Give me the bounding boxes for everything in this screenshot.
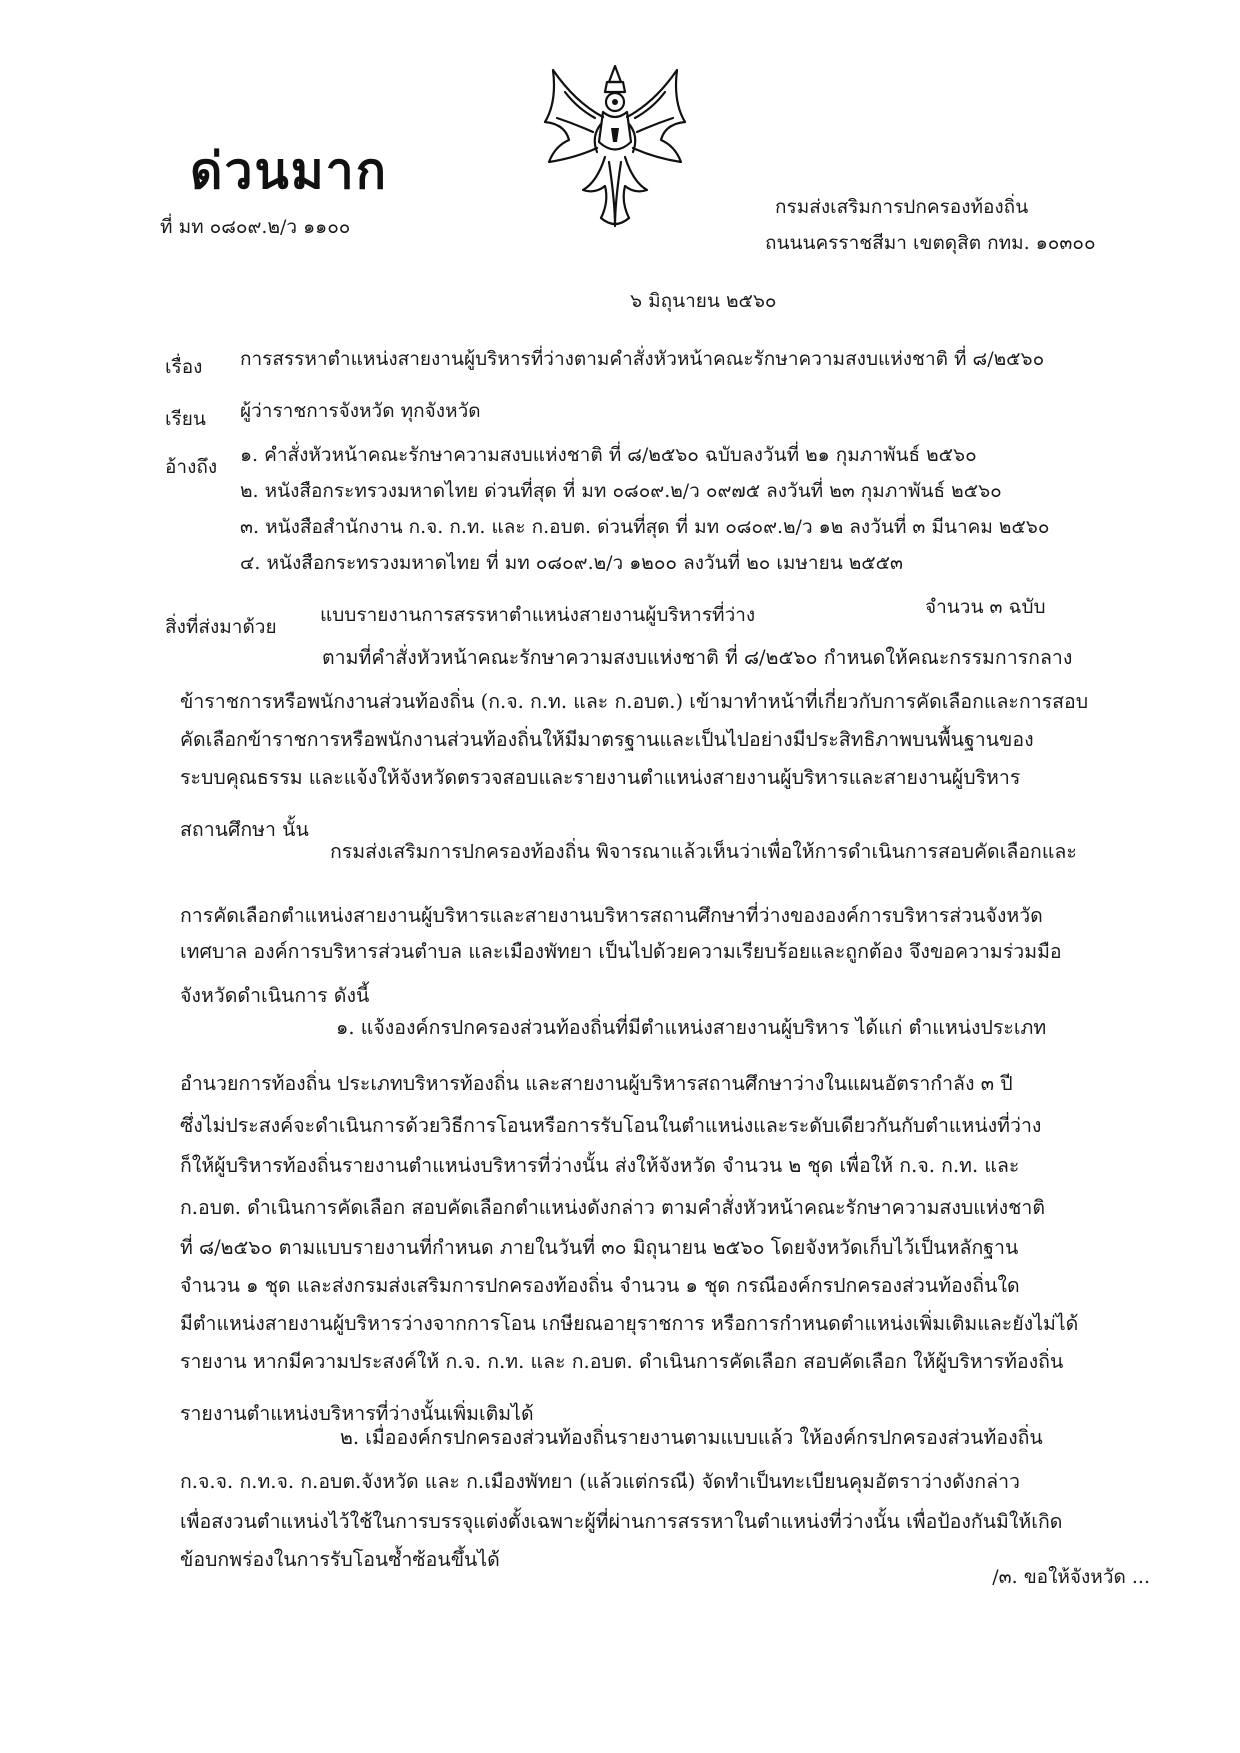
references-label: อ้างถึง [165,456,218,478]
body-line: ก.จ.จ. ก.ท.จ. ก.อบต.จังหวัด และ ก.เมืองพัทยา (แล้วแต่กรณี) จัดทำเป็นทะเบียนคุมอัตราว่างดังกล่าว [180,1470,1020,1493]
body-line: รายงานตำแหน่งบริหารที่ว่างนั้นเพิ่มเติมได้ [180,1402,534,1425]
body-line: ข้อบกพร่องในการรับโอนซ้ำซ้อนขึ้นได้ [180,1548,500,1571]
recipient-text: ผู้ว่าราชการจังหวัด ทุกจังหวัด [240,400,481,422]
sender-agency: กรมส่งเสริมการปกครองท้องถิ่น [775,196,1029,218]
body-line: ที่ ๘/๒๕๖๐ ตามแบบรายงานที่กำหนด ภายในวันที่ ๓๐ มิถุนายน ๒๕๖๐ โดยจังหวัดเก็บไว้เป็นหลักฐาน [180,1236,1019,1259]
subject-text: การสรรหาตำแหน่งสายงานผู้บริหารที่ว่างตามคำสั่งหัวหน้าคณะรักษาความสงบแห่งชาติ ที่ ๘/๒๕๖๐ [240,348,1045,370]
enclosure-label: สิ่งที่ส่งมาด้วย [165,616,277,638]
subject-label: เรื่อง [165,356,203,378]
body-line: สถานศึกษา นั้น [180,818,309,841]
body-line: มีตำแหน่งสายงานผู้บริหารว่างจากการโอน เกษียณอายุราชการ หรือการกำหนดตำแหน่งเพิ่มเติมและยังไม่ได้ [180,1312,1079,1335]
body-line: ระบบคุณธรรม และแจ้งให้จังหวัดตรวจสอบและรายงานตำแหน่งสายงานผู้บริหารและสายงานผู้บริหาร [180,766,1021,789]
enclosure-quantity: จำนวน ๓ ฉบับ [925,596,1046,618]
reference-item: ๒. หนังสือกระทรวงมหาดไทย ด่วนที่สุด ที่ มท ๐๘๐๙.๒/ว ๐๙๗๕ ลงวันที่ ๒๓ กุมภาพันธ์ ๒๕๖๐ [240,480,1002,502]
continuation-marker: /๓. ขอให้จังหวัด ... [992,1566,1150,1588]
reference-item: ๔. หนังสือกระทรวงมหาดไทย ที่ มท ๐๘๐๙.๒/ว ๑๒๐๐ ลงวันที่ ๒๐ เมษายน ๒๕๕๓ [240,552,904,574]
body-line: การคัดเลือกตำแหน่งสายงานผู้บริหารและสายงานบริหารสถานศึกษาที่ว่างขององค์การบริหารส่วนจังหวัด [180,904,1043,927]
body-line: ซึ่งไม่ประสงค์จะดำเนินการด้วยวิธีการโอนหรือการรับโอนในตำแหน่งและระดับเดียวกันกับตำแหน่งที่ว่าง [180,1114,1042,1137]
body-line: อำนวยการท้องถิ่น ประเภทบริหารท้องถิ่น และสายงานผู้บริหารสถานศึกษาว่างในแผนอัตรากำลัง ๓ ปี [180,1072,1013,1095]
document-date: ๖ มิถุนายน ๒๕๖๐ [630,290,777,312]
garuda-emblem-icon [535,62,695,232]
body-line: ก็ให้ผู้บริหารท้องถิ่นรายงานตำแหน่งบริหารที่ว่างนั้น ส่งให้จังหวัด จำนวน ๒ ชุด เพื่อให้ ก.จ. ก.ท. และ [180,1154,1020,1177]
body-line: ตามที่คำสั่งหัวหน้าคณะรักษาความสงบแห่งชาติ ที่ ๘/๒๕๖๐ กำหนดให้คณะกรรมการกลาง [322,646,1073,669]
body-line: จำนวน ๑ ชุด และส่งกรมส่งเสริมการปกครองท้องถิ่น จำนวน ๑ ชุด กรณีองค์กรปกครองส่วนท้องถิ่นใด [180,1274,1020,1297]
urgency-stamp: ด่วนมาก [190,142,389,200]
reference-item: ๓. หนังสือสำนักงาน ก.จ. ก.ท. และ ก.อบต. ด่วนที่สุด ที่ มท ๐๘๐๙.๒/ว ๑๒ ลงวันที่ ๓ มีนาคม ๒๕๖๐ [240,516,1050,538]
body-line: รายงาน หากมีความประสงค์ให้ ก.จ. ก.ท. และ ก.อบต. ดำเนินการคัดเลือก สอบคัดเลือก ให้ผู้บริหารท้องถิ่น [180,1350,1064,1373]
reference-item: ๑. คำสั่งหัวหน้าคณะรักษาความสงบแห่งชาติ ที่ ๘/๒๕๖๐ ฉบับลงวันที่ ๒๑ กุมภาพันธ์ ๒๕๖๐ [240,444,977,466]
body-line: เทศบาล องค์การบริหารส่วนตำบล และเมืองพัทยา เป็นไปด้วยความเรียบร้อยและถูกต้อง จึงขอความร่วมมือ [180,940,1062,963]
body-line: ก.อบต. ดำเนินการคัดเลือก สอบคัดเลือกตำแหน่งดังกล่าว ตามคำสั่งหัวหน้าคณะรักษาความสงบแห่งชาติ [180,1196,1046,1219]
sender-address: ถนนนครราชสีมา เขตดุสิต กทม. ๑๐๓๐๐ [765,232,1096,254]
recipient-label: เรียน [165,408,206,430]
body-line: ข้าราชการหรือพนักงานส่วนท้องถิ่น (ก.จ. ก.ท. และ ก.อบต.) เข้ามาทำหน้าที่เกี่ยวกับการคัดเลือกและการสอบ [180,690,1089,713]
body-line: ๑. แจ้งองค์กรปกครองส่วนท้องถิ่นที่มีตำแหน่งสายงานผู้บริหาร ได้แก่ ตำแหน่งประเภท [336,1016,1047,1039]
body-line: จังหวัดดำเนินการ ดังนี้ [180,984,370,1007]
body-line: เพื่อสงวนตำแหน่งไว้ใช้ในการบรรจุแต่งตั้งเฉพาะผู้ที่ผ่านการสรรหาในตำแหน่งที่ว่างนั้น เพื่อป้องกันมิให้เกิด [180,1510,1063,1533]
enclosure-text: แบบรายงานการสรรหาตำแหน่งสายงานผู้บริหารที่ว่าง [320,604,756,626]
body-line: ๒. เมื่อองค์กรปกครองส่วนท้องถิ่นรายงานตามแบบแล้ว ให้องค์กรปกครองส่วนท้องถิ่น [340,1426,1043,1449]
body-line: คัดเลือกข้าราชการหรือพนักงานส่วนท้องถิ่นให้มีมาตรฐานและเป็นไปอย่างมีประสิทธิภาพบนพื้นฐานของ [180,728,1034,751]
body-line: กรมส่งเสริมการปกครองท้องถิ่น พิจารณาแล้วเห็นว่าเพื่อให้การดำเนินการสอบคัดเลือกและ [330,840,1077,863]
document-number: ที่ มท ๐๘๐๙.๒/ว ๑๑๐๐ [160,216,351,238]
